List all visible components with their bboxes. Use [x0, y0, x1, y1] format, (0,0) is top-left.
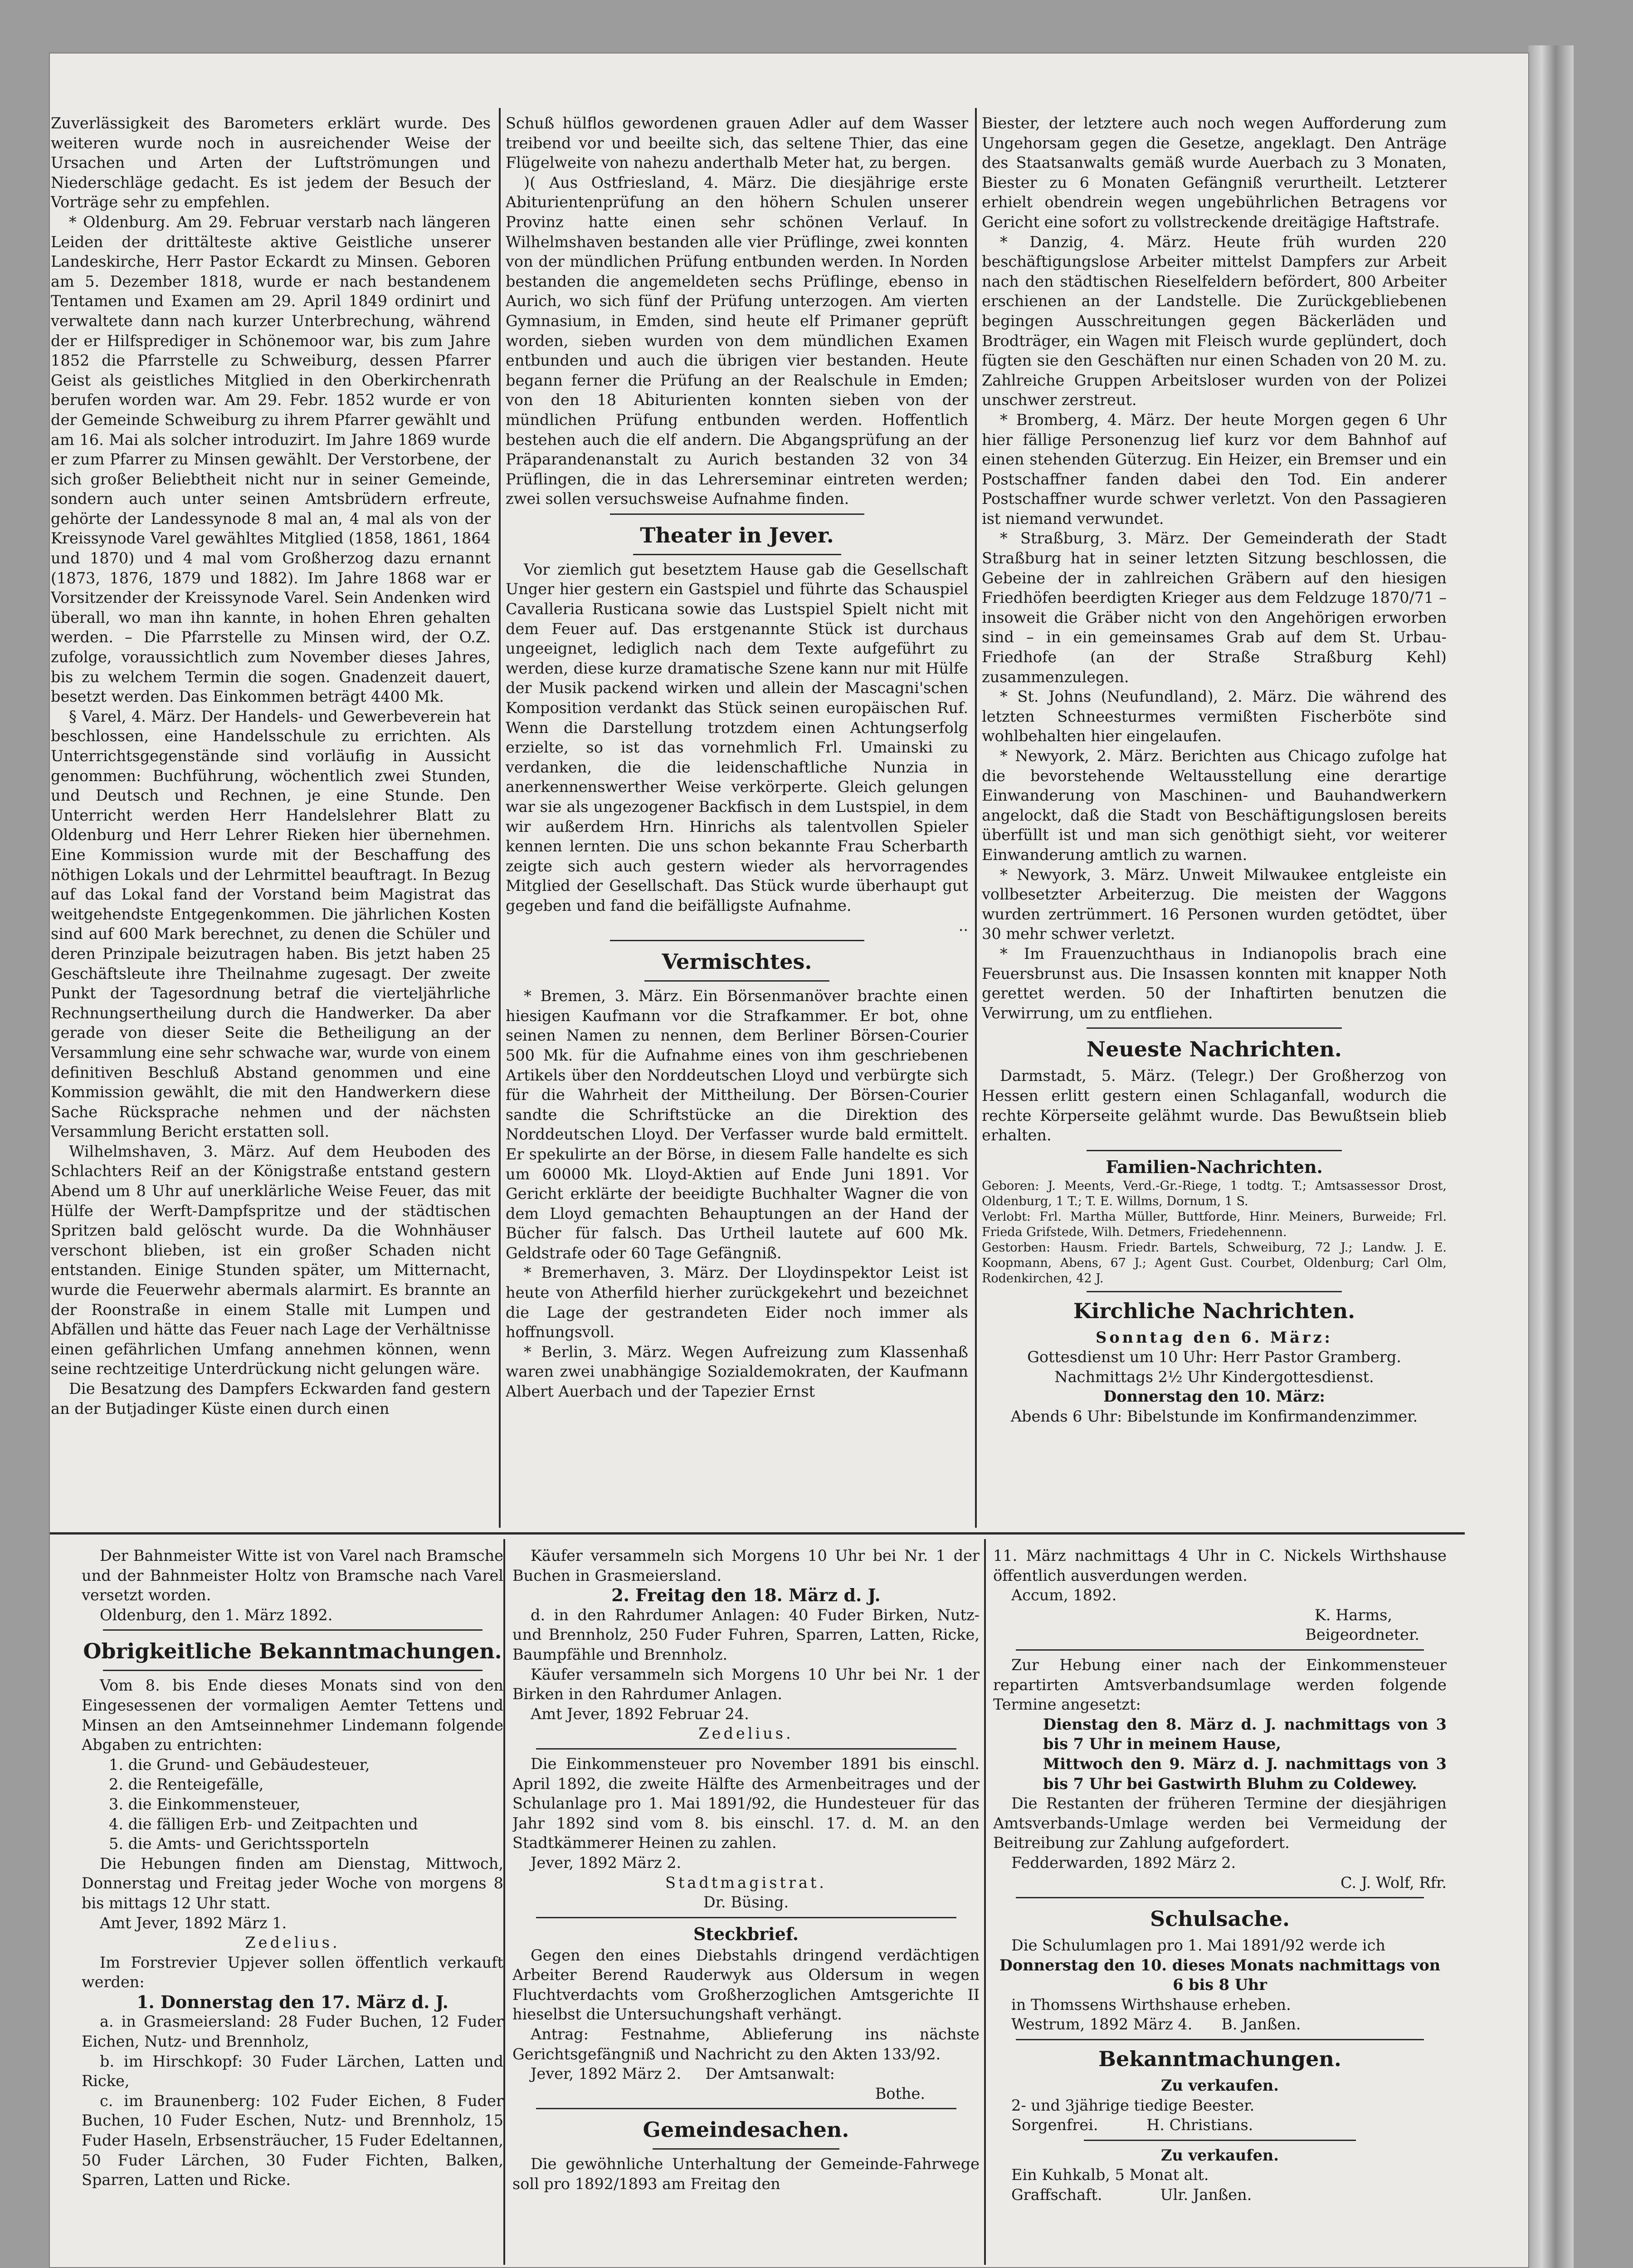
abgaben-item: 5. die Amts- und Gerichtssporteln: [109, 1835, 369, 1853]
bottom-column-1: [82, 1546, 503, 2253]
column-rule: [975, 108, 977, 1528]
ausverdingung-text: 11. März nachmittags 4 Uhr in C. Nickels Wirthshause öffentlich ausverdungen werden.: [993, 1547, 1447, 1584]
article-biester: Biester, der letztere auch noch wegen Aufforderung zum Ungehorsam gegen die Gesetze, angeklagt. Den Anträge des Staatsanwalts gemäß wurde Auerbach zu 3 Monaten, Biester zu 6 Monaten Gefängniß verurtheilt. Letzterer erhielt obendrein wegen ungebührlichen Betragens vor Gericht eine sofort zu vollstreckende dreitägige Haftstrafe.: [982, 114, 1447, 231]
article-bromberg: * Bromberg, 4. März. Der heute Morgen gegen 6 Uhr hier fällige Personenzug lief kurz vor dem Bahnhof auf einen stehenden Güterzug. Ein Heizer, ein Bremser und ein Postschaffner fanden dabei den Tod. Ein anderer Postschaffner wurde schwer verletzt. Von den Passagieren ist niemand verwundet.: [982, 411, 1447, 528]
article-varel: § Varel, 4. März. Der Handels- und Gewerbeverein hat beschlossen, eine Handelsschule zu errichten. Als Unterrichtsgegenstände sind vorläufig in Aussicht genommen: Buchführung, wöchentlich zwei Stunden, und Deutsch und Rechnen, je eine Stunde. Den Unterricht werden Herr Handelslehrer Blatt zu Oldenburg und Herr Lehrer Rieken hier übernehmen. Eine Kommission wurde mit der Beschaffung des nöthigen Lokals und der Lehrmittel beauftragt. In Bezug auf das Lokal fand der Vorstand beim Magistrat das weitgehendste Entgegenkommen. Die jährlichen Kosten sind auf 600 Mark berechnet, zu denen die Schüler und deren Prinzipale beizutragen haben. Bis jetzt haben 25 Geschäftsleute ihre Theilnahme zugesagt. Der zweite Punkt der Tagesordnung betraf die vierteljährliche Rechnungsertheilung durch die Handwerker. Da aber gerade von dieser Seite die Betheiligung an der Versammlung eine sehr schwache war, wurde von einem definitiven Beschluß Abstand genommen und eine Kommission gewählt, die mit den Handwerkern diese Sache Rücksprache nehmen und der nächsten Versammlung Bericht erstatten soll.: [51, 707, 491, 1141]
forst-kaeufer-2: Käufer versammeln sich Morgens 10 Uhr bei Nr. 1 der Birken in den Rahrdumer Anlagen.: [512, 1665, 980, 1703]
column-rule: [503, 1539, 505, 2265]
article-dampfer: Die Besatzung des Dampfers Eckwarden fand gestern an der Butjadinger Küste einen durch einen: [51, 1380, 491, 1418]
abgaben-item: 4. die fälligen Erb- und Zeitpachten und: [109, 1815, 418, 1833]
column-rule: [499, 108, 501, 1528]
kirch-nachmittags: Nachmittags 2½ Uhr Kindergottesdienst.: [1054, 1368, 1374, 1386]
abgaben-item: 3. die Einkommensteuer,: [109, 1795, 301, 1813]
top-column-1: [51, 113, 491, 1525]
bahnmeister-date: Oldenburg, den 1. März 1892.: [100, 1606, 333, 1624]
abgaben-sign: Zedelius.: [245, 1934, 340, 1952]
section-separator: [653, 2148, 839, 2150]
article-theater: Vor ziemlich gut besetztem Hause gab die Gesellschaft Unger hier gestern ein Gastspiel und führte das Schauspiel Cavalleria Rusticana sowie das Lustspiel Spielt nicht mit dem Feuer auf. Das erstgenannte Stück ist durchaus ungeeignet, lediglich nach dem Texte aufgeführt zu werden, diese kurze dramatische Szene kann nur mit Hülfe der Musik packend wirken und allein der Mascagni'schen Komposition verdankt das Stück seinen europäischen Ruf. Wenn die Darstellung trotzdem einen Achtungserfolg erzielte, so ist das vornehmlich Frl. Umainski zu verdanken, die die leidenschaftliche Nunzia in anerkennenswerther Weise verkörperte. Gleich gelungen war sie als ungezogener Backfisch in dem Lustspiel, in dem wir außerdem Hrn. Hinrichs als talentvollen Spieler kennen lernten. Die uns schon bekannte Frau Scherbarth zeigte sich auch gestern wieder als hervorragendes Mitglied der Gesellschaft. Das Stück wurde überhaupt gut gegeben und fand die beifälligste Aufnahme.: [506, 560, 968, 914]
theater-heading: Theater in Jever.: [640, 523, 834, 547]
vermischtes-heading: Vermischtes.: [662, 949, 812, 974]
article-darmstadt: Darmstadt, 5. März. (Telegr.) Der Großherzog von Hessen erlitt gestern einen Schlaganfall, wodurch die rechte Körperseite gelähmt wurde. Das Bewußtsein blieb erhalten.: [982, 1067, 1447, 1144]
article-danzig: * Danzig, 4. März. Heute früh wurden 220 beschäftigungslose Arbeiter mittelst Dampfers zur Arbeit nach den städtischen Rieselfeldern befördert, 800 Arbeiter erschienen an der Landstelle. Die Zurückgebliebenen begingen Ausschreitungen gegen Bäckerläden und Brodträger, ein Wagen mit Fleisch wurde geplündert, doch fügten sie den Geschäften nur einen Schaden von 20 M. zu. Zahlreiche Gruppen Arbeitsloser wurden von der Polizei unschwer zerstreut.: [982, 233, 1447, 409]
article-berlin: * Berlin, 3. März. Wegen Aufreizung zum Klassenhaß waren zwei unabhängige Sozialdemokraten, der Kaufmann Albert Auerbach und der Tapezier Ernst: [506, 1343, 968, 1401]
section-separator: [610, 940, 864, 941]
bottom-column-2: [512, 1546, 980, 2253]
newspaper-page: [50, 54, 1528, 2267]
top-column-3: [982, 113, 1447, 1525]
article-barometer: Zuverlässigkeit des Barometers erklärt wurde. Des weiteren wurde noch in ausreichender Weise der Ursachen und Arten der Luftströmungen und Niederschläge gedacht. Es ist jedem der Besuch der Vorträge sehr zu empfehlen.: [51, 114, 491, 211]
einkommensteuer-sign-2: Dr. Büsing.: [703, 1893, 789, 1911]
gemeindesachen-heading: Gemeindesachen.: [643, 2117, 849, 2142]
kirchliche-heading: Kirchliche Nachrichten.: [1073, 1298, 1355, 1323]
verkauf-1-text: 2- und 3jährige tiedige Beester.: [1011, 2096, 1255, 2114]
section-separator: [1016, 2039, 1424, 2040]
hebungen-text: Die Hebungen finden am Dienstag, Mittwoch, Donnerstag und Freitag jeder Woche von morgens 8 bis mittags 12 Uhr statt.: [82, 1854, 503, 1912]
bottom-column-3: [993, 1546, 1447, 2253]
steckbrief-date: Jever, 1892 März 2. Der Amtsanwalt:: [531, 2065, 835, 2083]
bekanntmachungen-heading: Bekanntmachungen.: [1098, 2047, 1341, 2072]
article-newyork-1: * Newyork, 2. März. Berichten aus Chicago zufolge hat die bevorstehende Weltausstellung eine derartige Einwanderung von Maschinen- und Bauhandwerkern angelockt, daß die Stadt von Beschäftigungslosen bereits überfüllt ist und man sich genöthigt sieht, vor weiterer Einwanderung amtlich zu warnen.: [982, 747, 1447, 864]
section-separator: [103, 1629, 483, 1631]
section-separator: [644, 980, 829, 982]
abgaben-text: Vom 8. bis Ende dieses Monats sind von den Eingesessenen der vormaligen Aemter Tettens und Minsen an den Amtseinnehmer Lindemann folgende Abgaben zu entrichten:: [82, 1677, 503, 1754]
article-st-johns: * St. Johns (Neufundland), 2. März. Die während des letzten Schneesturmes vermißten Fischerböte sind wohlbehalten hier eingelaufen.: [982, 688, 1447, 745]
verkauf-1-place: Sorgenfrei. H. Christians.: [1011, 2116, 1253, 2134]
schulsache-date: Westrum, 1892 März 4. B. Janßen.: [1011, 2015, 1301, 2033]
verkauf-2-heading: Zu verkaufen.: [1161, 2146, 1279, 2164]
familien-geboren: Geboren: J. Meents, Verd.-Gr.-Riege, 1 todtg. T.; Amtsassessor Drost, Oldenburg, 1 T.; T. E. Willms, Dornum, 1 S.: [982, 1178, 1447, 1208]
schulsache-termin: Donnerstag den 10. dieses Monats nachmittags von 6 bis 8 Uhr: [999, 1956, 1441, 1994]
article-wilhelmshaven: Wilhelmshaven, 3. März. Auf dem Heuboden des Schlachters Reif an der Königstraße entstand gestern Abend um 8 Uhr auf unerklärliche Weise Feuer, das mit Hülfe der Werft-Dampfspritze und der städtischen Spritzen bald gelöscht wurde. Da die Wohnhäuser verschont blieben, ist ein großer Schaden nicht entstanden. Einige Stunden später, um Mitternacht, wurde die Feuerwehr abermals alarmirt. Es brannte an der Roonstraße in einem Stalle mit Lumpen und Abfällen und hätte das Feuer nach Lage der Verhältnisse einen gefährlichen Umfang annehmen können, wenn seine rechtzeitige Unterdrückung nicht gelungen wäre.: [51, 1142, 491, 1378]
verkauf-1-heading: Zu verkaufen.: [1161, 2077, 1279, 2095]
article-bremerhaven: * Bremerhaven, 3. März. Der Lloydinspektor Leist ist heute von Atherfild hierher zurückgekehrt und bezeichnet die Lage der gestrandeten Eider noch immer als hoffnungsvoll.: [506, 1264, 968, 1341]
forst-sign: Zedelius.: [698, 1725, 794, 1743]
bahnmeister-notice: Der Bahnmeister Witte ist von Varel nach Bramsche und der Bahnmeister Holtz von Bramsche nach Varel versetzt worden.: [82, 1547, 503, 1604]
article-adler: Schuß hülflos gewordenen grauen Adler auf dem Wasser treibend vor und beeilte sich, das seltene Thier, das eine Flügelweite von nahezu anderthalb Meter hat, zu bergen.: [506, 114, 968, 172]
verkauf-2-text: Ein Kuhkalb, 5 Monat alt.: [1011, 2166, 1209, 2184]
neueste-heading: Neueste Nachrichten.: [1087, 1037, 1342, 1062]
section-separator: [1016, 1897, 1424, 1898]
section-separator: [536, 1748, 956, 1750]
kirch-abends: Abends 6 Uhr: Bibelstunde im Konfirmandenzimmer.: [1010, 1408, 1418, 1426]
section-separator: [610, 513, 864, 515]
steckbrief-heading: Steckbrief.: [693, 1923, 799, 1944]
article-bremen: * Bremen, 3. März. Ein Börsenmanöver brachte einen hiesigen Kaufmann vor die Strafkammer. Er bot, ohne seinen Namen zu nennen, dem Berliner Börsen-Courier 500 Mk. für die Aufnahme eines von ihm geschriebenen Artikels über den Norddeutschen Lloyd und verbürgte sich für die Wahrheit der Mittheilung. Der Börsen-Courier sandte die Schriftstücke an die Direktion des Norddeutschen Lloyd. Der Verfasser wurde bald ermittelt. Er spekulirte an der Börse, in diesem Falle handelte es sich um 60000 Mk. Lloyd-Aktien auf Ende Juni 1891. Vor Gericht erklärte der beeidigte Buchhalter Wagner die von dem Lloyd gemachten Behauptungen an der Hand der Bücher für falsch. Das Urtheil lautete auf 600 Mk. Geldstrafe oder 60 Tage Gefängniß.: [506, 987, 968, 1262]
ausverdingung-sign-1: K. Harms,: [1314, 1606, 1392, 1624]
umlage-termin-1: Dienstag den 8. März d. J. nachmittags von 3 bis 7 Uhr in meinem Hause,: [1043, 1715, 1447, 1753]
schulsache-heading: Schulsache.: [1150, 1906, 1290, 1931]
einkommensteuer-sign-1: Stadtmagistrat.: [665, 1873, 827, 1892]
steckbrief-antrag: Antrag: Festnahme, Ablieferung ins nächste Gerichtsgefängniß und Nachricht zu den Akten 133/92.: [512, 2025, 980, 2063]
top-column-2: [506, 113, 968, 1525]
article-oldenburg: * Oldenburg. Am 29. Februar verstarb nach längeren Leiden der drittälteste aktive Geistliche unserer Landeskirche, Herr Pastor Eckardt zu Minsen. Geboren am 5. Dezember 1818, wurde er nach bestandenem Tentamen und Examen am 29. April 1849 ordinirt und verwaltete dann nach kurzer Unterbrechung, während der er Hilfsprediger in Schönemoor war, bis zum Jahre 1852 die Pfarrstelle zu Schweiburg, dessen Pfarrer Geist als geistliches Mitglied in den Oberkirchenrath berufen worden war. Am 29. Febr. 1852 wurde er von der Gemeinde Schweiburg zu ihrem Pfarrer gewählt und am 16. Mai als solcher introduzirt. Im Jahre 1869 wurde er zum Pfarrer zu Minsen gewählt. Der Verstorbene, der sich großer Beliebtheit nicht nur in seiner Gemeinde, sondern auch unter seinen Amtsbrüdern erfreute, gehörte der Landessynode 8 mal an, 4 mal als von der Kreissynode Varel gewähltes Mitglied (1858, 1861, 1864 und 1870) und 4 mal vom Großherzog dazu ernannt (1873, 1876, 1879 und 1882). Im Jahre 1868 war er Vorsitzender der Kreissynode Varel. Sein Andenken wird überall, wo man ihn kannte, in hohen Ehren gehalten werden. – Die Pfarrstelle zu Minsen wird, der O.Z. zufolge, voraussichtlich zum November dieses Jahres, bis zu welchem Termin die sogen. Gnadenzeit dauert, besetzt werden. Das Einkommen beträgt 4400 Mk.: [51, 213, 491, 706]
steckbrief-sign: Bothe.: [875, 2084, 925, 2102]
abgaben-item: 1. die Grund- und Gebäudesteuer,: [109, 1755, 370, 1774]
forst-day-1: 1. Donnerstag den 17. März d. J.: [136, 1991, 448, 2012]
article-strassburg: * Straßburg, 3. März. Der Gemeinderath der Stadt Straßburg hat in seiner letzten Sitzung beschlossen, die Gebeine der in zahlreichen Gräbern auf den hiesigen Friedhöfen beerdigten Krieger aus dem Feldzuge 1870/71 – insoweit die Gräber nicht von den Angehörigen erworben sind – in ein gemeinsames Grab auf dem St. Urbau-Friedhofe (an der Straße Straßburg Kehl) zusammenzulegen.: [982, 529, 1447, 686]
ausverdingung-place: Accum, 1892.: [1011, 1586, 1117, 1604]
einkommensteuer-date: Jever, 1892 März 2.: [531, 1853, 682, 1872]
ausverdingung-sign-2: Beigeordneter.: [1305, 1626, 1419, 1644]
gemeindesachen-text: Die gewöhnliche Unterhaltung der Gemeinde-Fahrwege soll pro 1892/1893 am Freitag den: [512, 2155, 980, 2193]
obrigkeitliche-heading: Obrigkeitliche Bekanntmachungen.: [83, 1639, 502, 1664]
verkauf-2-place: Graffschaft. Ulr. Janßen.: [1011, 2186, 1252, 2204]
forst-date: Amt Jever, 1892 Februar 24.: [531, 1705, 749, 1723]
kirch-sonntag: Sonntag den 6. März:: [1096, 1328, 1333, 1346]
section-separator: [1084, 2140, 1356, 2141]
column-rule: [984, 1539, 986, 2265]
forst-item: c. im Braunenberg: 102 Fuder Eichen, 8 Fuder Buchen, 10 Fuder Eschen, Nutz- und Brennholz, 15 Fuder Haseln, Erbsensträucher, 15 Fuder Edeltannen, 50 Fuder Lärchen, 30 Fuder Fichten, Balken, Sparren, Latten und Ricke.: [82, 2092, 503, 2189]
kirch-gottesdienst: Gottesdienst um 10 Uhr: Herr Pastor Gramberg.: [1027, 1348, 1401, 1366]
steckbrief-text: Gegen den eines Diebstahls dringend verdächtigen Arbeiter Berend Rauderwyk aus Oldersum in wegen Fluchtverdachts vom Großherzoglichen Amtsgerichte II hieselbst die Untersuchungshaft verhängt.: [512, 1946, 980, 2024]
forst-item: a. in Grasmeiersland: 28 Fuder Buchen, 12 Fuder Eichen, Nutz- und Brennholz,: [82, 2013, 503, 2051]
schulsache-text: Die Schulumlagen pro 1. Mai 1891/92 werde ich: [1011, 1936, 1385, 1955]
forst-kaeufer-1: Käufer versammeln sich Morgens 10 Uhr bei Nr. 1 der Buchen in Grasmeiersland.: [512, 1547, 980, 1584]
section-separator: [536, 1917, 956, 1918]
einkommensteuer-text: Die Einkommensteuer pro November 1891 bis einschl. April 1892, die zweite Hälfte des Armenbeitrages und der Schulanlage pro 1. Mai 1891/92, die Hundesteuer für das Jahr 1892 sind vom 8. bis einschl. 17. d. M. an den Stadtkämmerer Heinen zu zahlen.: [512, 1755, 980, 1852]
forst-item: d. in den Rahrdumer Anlagen: 40 Fuder Birken, Nutz- und Brennholz, 250 Fuder Fuhren, Sparren, Latten, Ricke, Baumpfähle und Brennholz.: [512, 1606, 980, 1663]
familien-gestorben: Gestorben: Hausm. Friedr. Bartels, Schweiburg, 72 J.; Landw. J. E. Koopmann, Abens, 67 J.; Agent Gust. Courbet, Oldenburg; Carl Olm, Rodenkirchen, 42 J.: [982, 1240, 1447, 1286]
theater-mark: ..: [958, 916, 968, 934]
article-ostfriesland: )( Aus Ostfriesland, 4. März. Die diesjährige erste Abiturientenprüfung an den höhern Schulen unserer Provinz hatte einen sehr schönen Verlauf. In Wilhelmshaven bestanden alle vier Prüflinge, zwei konnten von der mündlichen Prüfung entbunden werden. In Norden bestanden die angemeldeten sechs Prüflinge, ebenso in Aurich, wo sich fünf der Prüfung unterzogen. Am vierten Gymnasium, in Emden, sind heute elf Primaner geprüft worden, sieben wurden von dem mündlichen Examen entbunden und auch die übrigen vier bestanden. Heute begann ferner die Prüfung an der Realschule in Emden; von den 18 Abiturienten konnten sieben von der mündlichen Prüfung entbunden werden. Hoffentlich bestehen auch die elf andern. Die Abgangsprüfung an der Präparandenanstalt zu Aurich bestanden 32 von 34 Prüflingen, die in das Lehrerseminar eintreten werden; zwei sollen versuchsweise Aufnahme finden.: [506, 173, 968, 508]
section-divider: [50, 1532, 1465, 1535]
section-separator: [1016, 1649, 1424, 1651]
section-separator: [1087, 1150, 1342, 1151]
umlage-date: Fedderwarden, 1892 März 2.: [1011, 1853, 1236, 1872]
abgaben-date: Amt Jever, 1892 März 1.: [100, 1914, 287, 1932]
section-separator: [536, 2108, 956, 2109]
umlage-text: Zur Hebung einer nach der Einkommensteuer repartirten Amtsverbandsumlage werden folgende Termine angesetzt:: [993, 1656, 1447, 1714]
familien-heading: Familien-Nachrichten.: [1106, 1156, 1323, 1177]
kirch-donnerstag: Donnerstag den 10. März:: [1103, 1388, 1325, 1406]
article-newyork-2: * Newyork, 3. März. Unweit Milwaukee entgleiste ein vollbesetzter Arbeiterzug. Die meisten der Waggons wurden zertrümmert. 16 Personen wurden getödtet, über 30 mehr schwer verletzt.: [982, 865, 1447, 943]
forst-item: b. im Hirschkopf: 30 Fuder Lärchen, Latten und Ricke,: [82, 2052, 503, 2090]
umlage-restanten: Die Restanten der früheren Termine der diesjährigen Amtsverbands-Umlage werden bei Vermeidung der Beitreibung zur Zahlung aufgefordert.: [993, 1794, 1447, 1852]
section-separator: [1087, 1291, 1342, 1292]
section-separator: [633, 554, 841, 555]
familien-verlobt: Verlobt: Frl. Martha Müller, Buttforde, Hinr. Meiners, Burweide; Frl. Frieda Grifstede, Wilh. Detmers, Friedehennenn.: [982, 1209, 1447, 1239]
section-separator: [1087, 1027, 1342, 1029]
forst-text: Im Forstrevier Upjever sollen öffentlich verkauft werden:: [82, 1953, 503, 1991]
umlage-termin-2: Mittwoch den 9. März d. J. nachmittags von 3 bis 7 Uhr bei Gastwirth Bluhm zu Coldewey.: [1043, 1755, 1447, 1793]
abgaben-item: 2. die Renteigefälle,: [109, 1775, 264, 1794]
forst-day-2: 2. Freitag den 18. März d. J.: [611, 1585, 881, 1606]
page-edge: [1528, 45, 1574, 2268]
article-indianopolis: * Im Frauenzuchthaus in Indianopolis brach eine Feuersbrunst aus. Die Insassen konnten mit knapper Noth gerettet werden. 50 der Inhaftirten benutzen die Verwirrung, um zu entfliehen.: [982, 944, 1447, 1022]
umlage-sign: C. J. Wolf, Rfr.: [1340, 1873, 1447, 1892]
section-separator: [103, 1670, 483, 1671]
schulsache-text-2: in Thomssens Wirthshause erheben.: [1011, 1995, 1291, 2014]
